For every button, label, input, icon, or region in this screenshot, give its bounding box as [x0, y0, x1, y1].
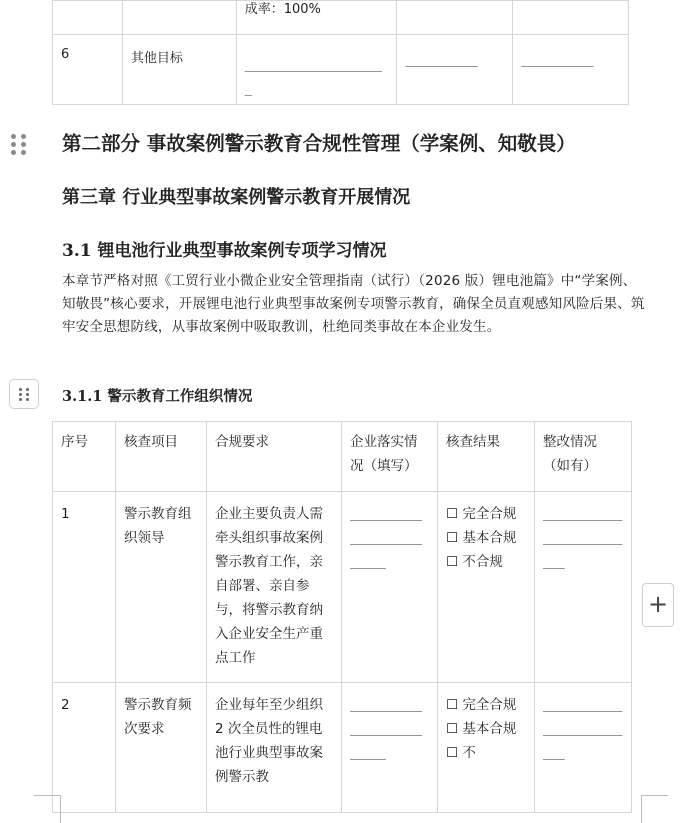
header-cell: 核查结果	[438, 422, 535, 492]
table-cell: 企业每年至少组织 2 次全员性的锂电池行业典型事故案例警示教	[207, 683, 342, 813]
subsection-heading: 3.1.1 警示教育工作组织情况	[62, 388, 253, 405]
header-cell: 序号	[53, 422, 116, 492]
part-heading: 第二部分 事故案例警示教育合规性管理（学案例、知敬畏）	[62, 132, 576, 155]
table-cell[interactable]: __________	[513, 35, 629, 105]
table-cell: 企业主要负责人需牵头组织事故案例警示教育工作，亲自部署、亲自参与，将警示教育纳入企业安全生产重点工作	[207, 492, 342, 683]
table-cell: 2	[53, 683, 116, 813]
page-corner-mark	[34, 795, 61, 823]
table-cell: 警示教育组织领导	[116, 492, 207, 683]
table-cell: 成率：100%	[236, 1, 397, 35]
table-cell[interactable]: ☐ 完全合规 ☐ 基本合规 ☐ 不合规	[438, 492, 535, 683]
chapter-heading: 第三章 行业典型事故案例警示教育开展情况	[62, 187, 411, 208]
table-row	[53, 1, 629, 35]
table-cell[interactable]: _________________________	[535, 683, 632, 813]
drag-handle-icon[interactable]	[9, 379, 39, 409]
header-cell: 核查项目	[116, 422, 207, 492]
page-corner-mark	[641, 795, 668, 823]
plus-icon[interactable]: +	[642, 583, 674, 627]
table-cell[interactable]: ☐ 完全合规 ☐ 基本合规 ☐ 不	[438, 683, 535, 813]
section-paragraph: 本章节严格对照《工贸行业小微企业安全管理指南（试行）（2026 版）锂电池篇》中“学案例、知敬畏”核心要求，开展锂电池行业典型事故案例专项警示教育，确保全员直观感知风险后果、筑牢安全思想防线，从事故案例中吸取教训，杜绝同类事故在本企业发生。	[62, 273, 645, 335]
table-cell: 6	[53, 35, 123, 105]
table-cell[interactable]: _________________________	[535, 492, 632, 683]
goals-table	[52, 0, 629, 105]
table-cell[interactable]: _________________________	[342, 492, 438, 683]
section-heading: 3.1 锂电池行业典型事故案例专项学习情况	[62, 241, 387, 261]
table-cell: 其他目标	[122, 35, 236, 105]
header-cell: 整改情况（如有）	[535, 422, 632, 492]
compliance-table	[52, 421, 632, 813]
drag-handle-icon[interactable]	[8, 131, 28, 155]
table-cell: 1	[53, 492, 116, 683]
header-cell: 合规要求	[207, 422, 342, 492]
table-header-row	[53, 422, 632, 492]
header-cell: 企业落实情况（填写）	[342, 422, 438, 492]
table-row	[53, 492, 632, 683]
table-cell[interactable]: __________	[397, 35, 513, 105]
table-cell: 警示教育频次要求	[116, 683, 207, 813]
table-row	[53, 683, 632, 813]
table-cell[interactable]: ____________________	[236, 35, 397, 105]
table-cell[interactable]: _________________________	[342, 683, 438, 813]
table-row	[53, 35, 629, 105]
